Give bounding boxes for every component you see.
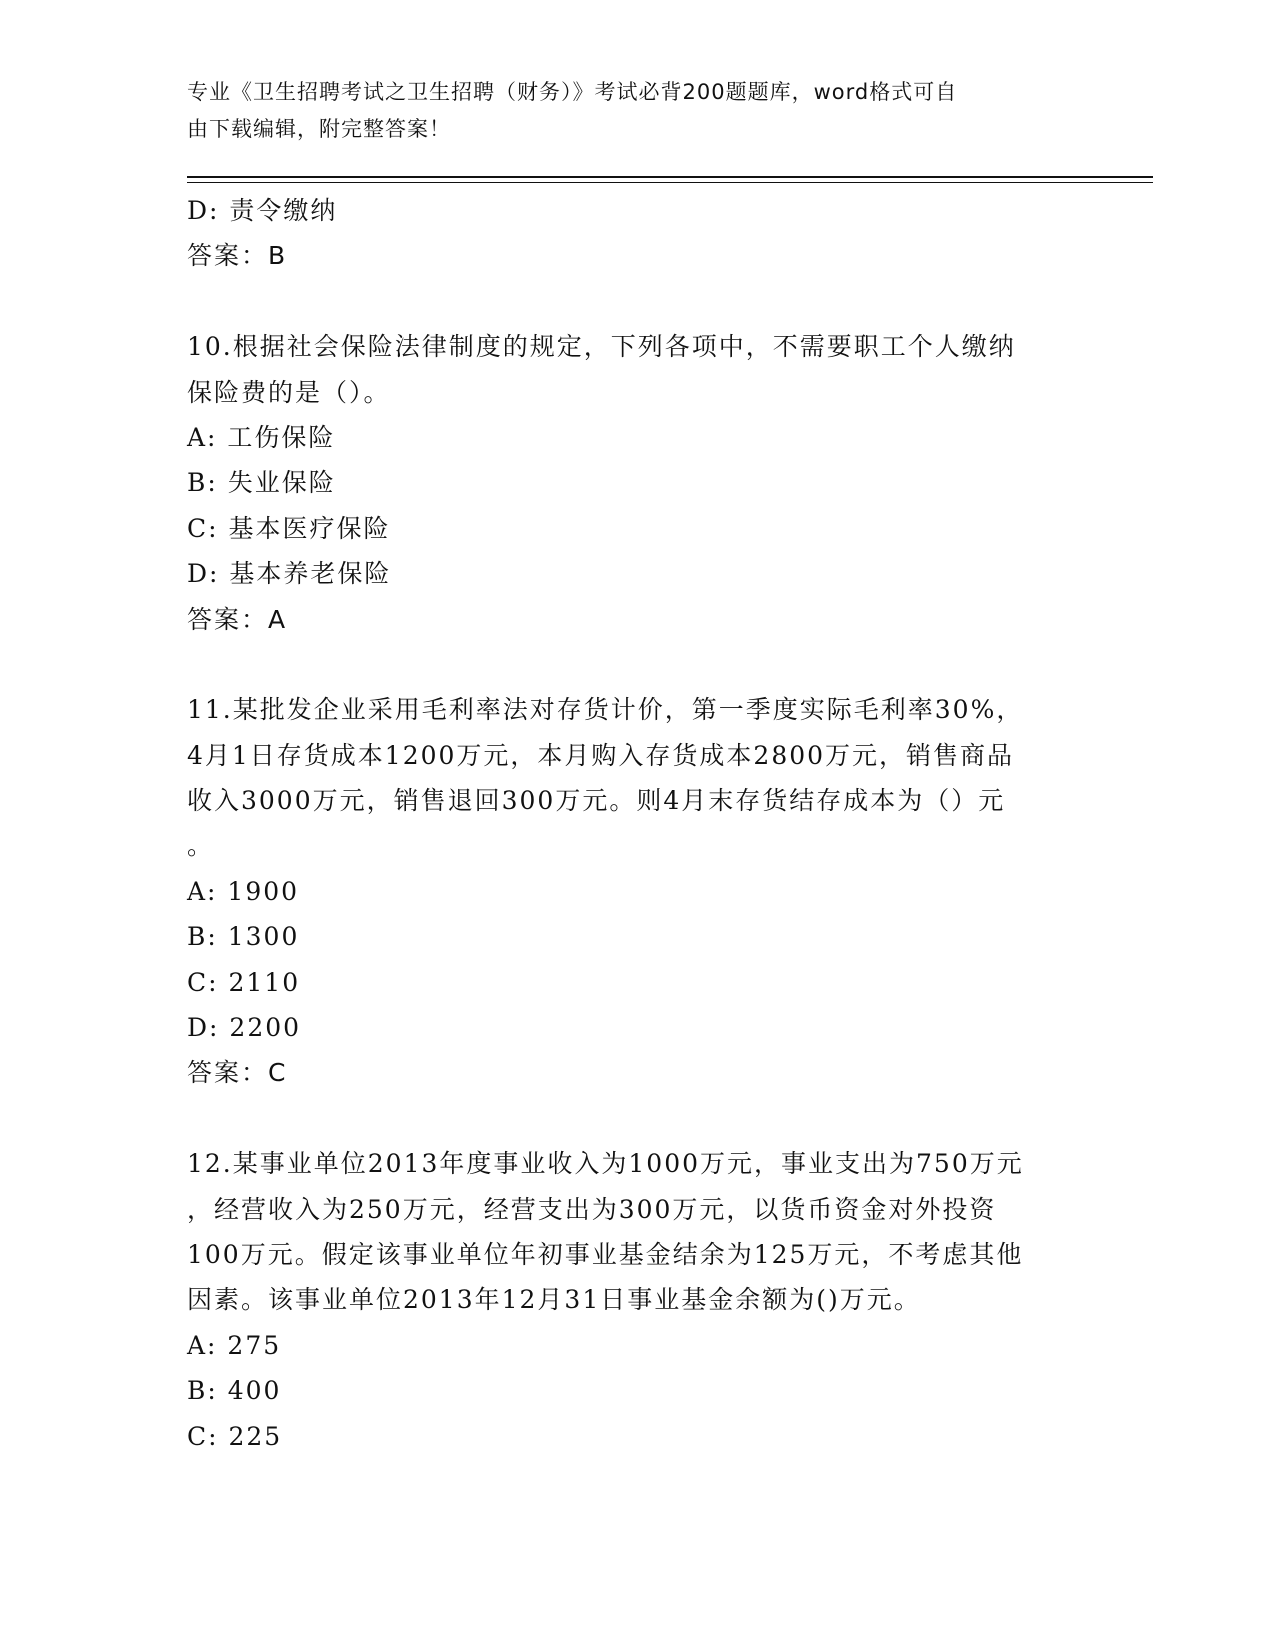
header-rule-thick xyxy=(187,176,1153,178)
question-stem-line: 。 xyxy=(187,831,215,861)
spacer xyxy=(187,279,1087,324)
answer-line: 答案：C xyxy=(187,1058,288,1088)
spacer xyxy=(187,642,1087,687)
header-line-2: 由下载编辑，附完整答案！ xyxy=(187,117,451,141)
question-stem-line: 11.某批发企业采用毛利率法对存货计价，第一季度实际毛利率30%， xyxy=(187,695,1024,725)
document-header xyxy=(187,74,1067,148)
question-9-tail xyxy=(187,188,1087,279)
question-stem-line: 收入3000万元，销售退回300万元。则4月末存货结存成本为（）元 xyxy=(187,786,1006,816)
question-stem-line: 12.某事业单位2013年度事业收入为1000万元，事业支出为750万元 xyxy=(187,1149,1024,1179)
question-11 xyxy=(187,687,1087,1096)
option-d: D: 2200 xyxy=(187,1013,302,1043)
answer-line: 答案：B xyxy=(187,241,288,271)
option-c: C: 225 xyxy=(187,1421,283,1451)
answer-line: 答案：A xyxy=(187,604,288,634)
option-a: A: 1900 xyxy=(187,876,300,906)
question-10 xyxy=(187,324,1087,642)
option-d: D: 基本养老保险 xyxy=(187,559,392,589)
option-c: C: 基本医疗保险 xyxy=(187,513,391,543)
option-b: B: 1300 xyxy=(187,922,300,952)
question-stem-line: 保险费的是（）。 xyxy=(187,377,391,407)
spacer xyxy=(187,1096,1087,1141)
header-line-1: 专业《卫生招聘考试之卫生招聘（财务）》考试必背200题题库，word格式可自 xyxy=(187,80,958,104)
document-body xyxy=(187,188,1087,1459)
option-b: B: 400 xyxy=(187,1376,282,1406)
option-b: B: 失业保险 xyxy=(187,468,336,498)
header-rule-thin xyxy=(187,182,1153,183)
question-stem-line: 4月1日存货成本1200万元，本月购入存货成本2800万元，销售商品 xyxy=(187,740,1015,770)
question-stem-line: 因素。该事业单位2013年12月31日事业基金余额为()万元。 xyxy=(187,1285,921,1315)
option-a: A: 275 xyxy=(187,1330,282,1360)
question-stem-line: ，经营收入为250万元，经营支出为300万元，以货币资金对外投资 xyxy=(187,1194,997,1224)
option-a: A: 工伤保险 xyxy=(187,422,336,452)
option-d: D: 责令缴纳 xyxy=(187,196,338,225)
option-c: C: 2110 xyxy=(187,967,301,997)
question-12 xyxy=(187,1141,1087,1459)
question-stem-line: 100万元。假定该事业单位年初事业基金结余为125万元，不考虑其他 xyxy=(187,1239,1024,1269)
question-stem-line: 10.根据社会保险法律制度的规定，下列各项中，不需要职工个人缴纳 xyxy=(187,332,1016,362)
